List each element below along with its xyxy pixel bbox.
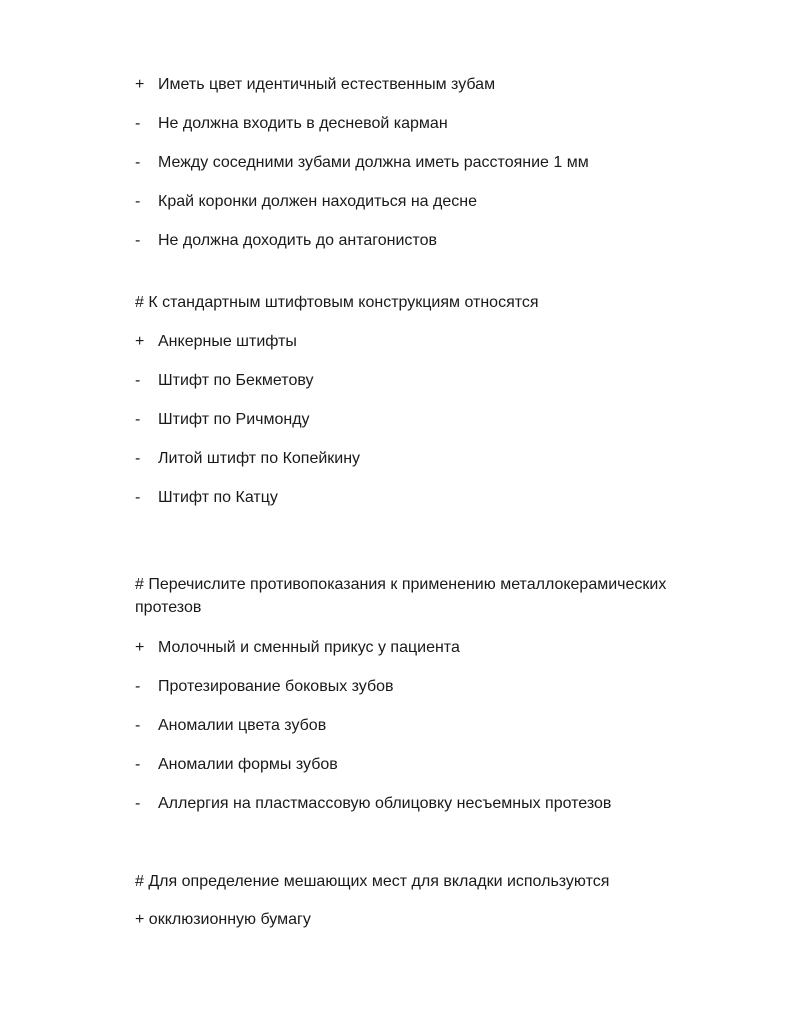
option-text: Край коронки должен находиться на десне: [158, 193, 477, 210]
option-text: Молочный и сменный прикус у пациента: [158, 639, 460, 656]
option-marker: -: [135, 489, 141, 506]
option-text: Иметь цвет идентичный естественным зубам: [158, 76, 496, 93]
answer-option: [135, 676, 394, 698]
option-marker: -: [135, 795, 141, 812]
option-text: Штифт по Катцу: [158, 489, 278, 506]
answer-option: [135, 191, 477, 213]
question-heading: # К стандартным штифтовым конструкциям относятся: [135, 294, 539, 311]
option-marker: -: [135, 154, 141, 171]
option-marker: +: [135, 333, 145, 350]
answer-option: [135, 637, 460, 659]
option-marker: -: [135, 756, 141, 773]
option-text: Не должна доходить до антагонистов: [158, 232, 437, 249]
option-marker: -: [135, 678, 141, 695]
option-text: Аномалии формы зубов: [158, 756, 338, 773]
answer-option: [135, 331, 297, 353]
answer-option: [135, 487, 278, 509]
option-text: Протезирование боковых зубов: [158, 678, 394, 695]
answer-option: [135, 113, 448, 135]
answer-option: [135, 409, 310, 431]
question-heading: # Перечислите противопоказания к применению металлокерамических протезов: [135, 576, 667, 616]
question-heading: # Для определение мешающих мест для вкладки используются: [135, 873, 610, 890]
answer-option: [135, 152, 589, 174]
answer-option: + окклюзионную бумагу: [135, 911, 311, 928]
answer-option: [135, 793, 611, 815]
option-text: Между соседними зубами должна иметь расстояние 1 мм: [158, 154, 589, 171]
answer-option: [135, 230, 437, 252]
option-marker: -: [135, 717, 141, 734]
answer-option: [135, 448, 360, 470]
option-marker: -: [135, 232, 141, 249]
option-text: Аллергия на пластмассовую облицовку несъемных протезов: [158, 795, 612, 812]
option-text: Литой штифт по Копейкину: [158, 450, 361, 467]
option-marker: -: [135, 193, 141, 210]
option-text: Аномалии цвета зубов: [158, 717, 327, 734]
option-text: Не должна входить в десневой карман: [158, 115, 448, 132]
option-marker: -: [135, 450, 141, 467]
option-marker: +: [135, 639, 145, 656]
option-text: Штифт по Ричмонду: [158, 411, 310, 428]
option-marker: -: [135, 115, 141, 132]
answer-option: [135, 74, 495, 96]
option-text: Штифт по Бекметову: [158, 372, 314, 389]
answer-option: [135, 370, 313, 392]
answer-option: [135, 715, 326, 737]
option-marker: -: [135, 372, 141, 389]
option-text: Анкерные штифты: [158, 333, 297, 350]
option-marker: +: [135, 76, 145, 93]
answer-option: [135, 754, 338, 776]
option-marker: -: [135, 411, 141, 428]
